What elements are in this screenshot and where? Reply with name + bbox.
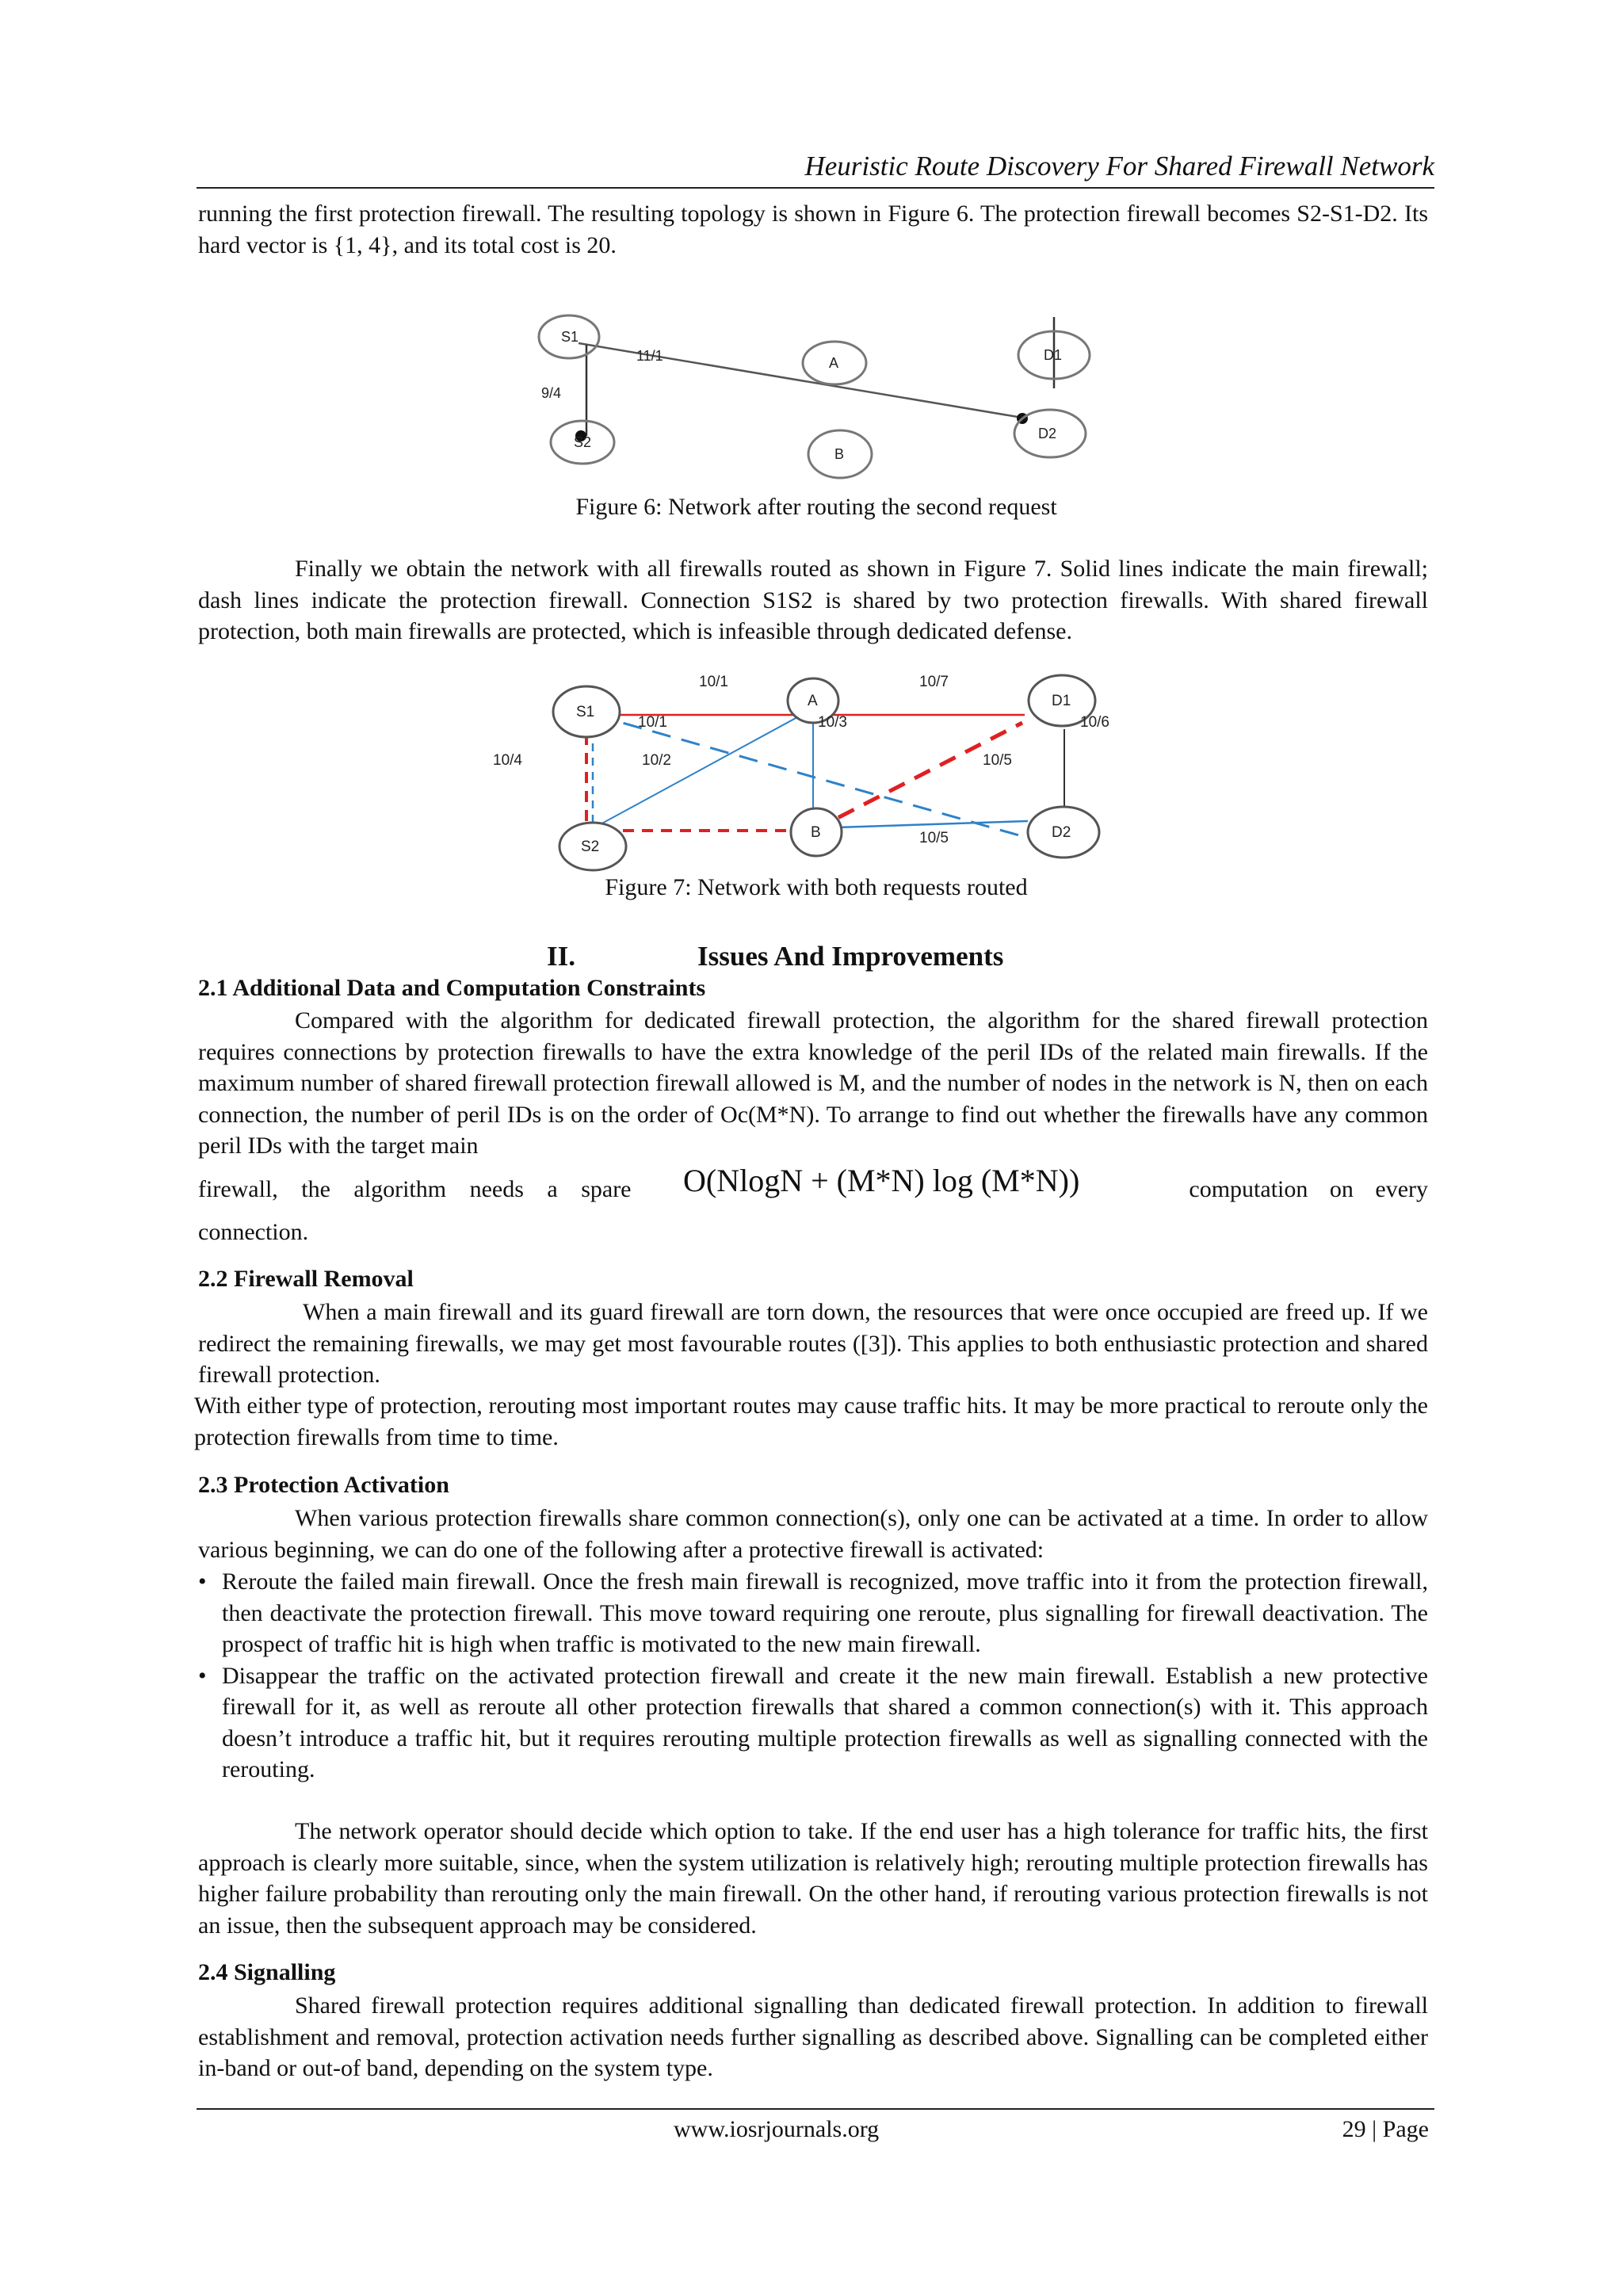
edge-label-s1-d2: 11/1 <box>636 348 663 364</box>
node-d2-label: D2 <box>1038 426 1057 441</box>
edge-label-d1-d2: 10/6 <box>1080 714 1109 731</box>
formula-prefix: firewall, the algorithm needs a spare <box>198 1176 632 1202</box>
figure-6-diagram <box>523 301 1109 491</box>
node-b-label: B <box>811 824 821 841</box>
list-item-text: Reroute the failed main firewall. Once the fresh main firewall is recognized, move traffic into it from the protection firewall, then deactivate the protection firewall. This move toward requiring one reroute, plus signalling for firewall deactivation. The prospect of traffic hit is high when traffic is motivated to the new main firewall. <box>222 1568 1428 1657</box>
figure-7-intro-paragraph: Finally we obtain the network with all firewalls routed as shown in Figure 7. Solid lines indicate the main firewall; dash lines indicate the protection firewall. Connection S1S2 is shared by two protection firewalls. With shared firewall protection, both main firewalls are protected, which is infeasible through dedicated defense. <box>198 556 1428 644</box>
figure-7-caption: Figure 7: Network with both requests routed <box>605 874 1028 900</box>
figure-6-caption: Figure 6: Network after routing the second request <box>575 494 1057 520</box>
node-d1-label: D1 <box>1052 693 1071 709</box>
subsection-2-1-heading: 2.1 Additional Data and Computation Constraints <box>198 975 706 1001</box>
edge-label-s2-a: 10/2 <box>642 752 671 769</box>
list-item <box>198 1660 1428 1786</box>
edge-label-s1-a: 10/1 <box>699 674 728 690</box>
section-title: Issues And Improvements <box>697 941 1004 972</box>
node-s1-label: S1 <box>561 329 579 345</box>
subsection-2-2-heading: 2.2 Firewall Removal <box>198 1266 414 1292</box>
edge-label-b-d2: 10/5 <box>919 830 949 846</box>
running-title: Heuristic Route Discovery For Shared Firewall Network <box>804 151 1434 181</box>
subsection-2-3-heading: 2.3 Protection Activation <box>198 1472 449 1498</box>
list-item-text: Disappear the traffic on the activated protection firewall and create it the new main firewall. Establish a new protective firewall for it, as well as reroute all other protection firewalls that shared a common connection(s) with it. This approach doesn’t introduce a traffic hit, but it requires rerouting multiple protection firewalls as well as signalling connected with the rerouting. <box>222 1662 1428 1782</box>
edge-label-s1-s2: 9/4 <box>541 385 562 401</box>
subsection-2-1-paragraph: Compared with the algorithm for dedicated firewall protection, the algorithm for the shared firewall protection requires connections by protection firewalls to have the extra knowledge of the peril IDs of the related main firewalls. If the maximum number of shared firewall protection firewall allowed is M, and the number of nodes in the network is N, then on each connection, the number of peril IDs is on the order of Oc(M*N). To arrange to find out whether the firewalls have any common peril IDs with the target main <box>198 1007 1428 1159</box>
subsection-2-4-paragraph: Shared firewall protection requires additional signalling than dedicated firewall protection. In addition to firewall establishment and removal, protection activation needs further signalling as described above. Signalling can be completed either in-band or out-of band, depending on the system type. <box>198 1992 1428 2081</box>
figure-7-diagram <box>475 666 1141 872</box>
footer-url: www.iosrjournals.org <box>674 2116 880 2142</box>
bullet-mark: • <box>198 1662 207 1689</box>
edge-label-s1-inner: 10/1 <box>638 714 667 731</box>
node-s2-label: S2 <box>574 434 592 450</box>
intro-paragraph: running the first protection firewall. The resulting topology is shown in Figure 6. The protection firewall becomes S2-S1-D2. Its hard vector is {1, 4}, and its total cost is 20. <box>198 201 1428 258</box>
node-a-label: A <box>829 355 839 371</box>
node-d1-label: D1 <box>1044 347 1063 363</box>
section-number: II. <box>547 941 575 972</box>
subsection-2-4-heading: 2.4 Signalling <box>198 1959 336 1985</box>
subsection-2-3-paragraph: When various protection firewalls share common connection(s), only one can be activated at a time. In order to allow various beginning, we can do one of the following after a protective firewall is activated: <box>198 1505 1428 1563</box>
edge-b-d2-main <box>813 821 1028 828</box>
footer-page-number: 29 | Page <box>1342 2116 1429 2142</box>
complexity-formula: O(NlogN + (M*N) log (M*N)) <box>683 1163 1080 1198</box>
node-b-label: B <box>834 446 845 462</box>
edge-label-a-b: 10/3 <box>818 714 847 731</box>
edge-label-a-d1: 10/7 <box>919 674 949 690</box>
edge-label-s1-s2: 10/4 <box>493 752 522 769</box>
activation-options-list <box>198 1566 1428 1786</box>
edge-b-d1-protection <box>813 723 1022 831</box>
node-s1-label: S1 <box>576 704 595 720</box>
node-s2-label: S2 <box>581 839 600 855</box>
formula-line <box>198 1162 1428 1211</box>
formula-tail: connection. <box>198 1219 309 1245</box>
formula-suffix: computation on every <box>1189 1176 1428 1202</box>
edge-label-b-d1: 10/5 <box>983 752 1012 769</box>
subsection-2-3-closing: The network operator should decide which option to take. If the end user has a high tolerance for traffic hits, the first approach is clearly more suitable, since, when the system utilization is relatively high; rerouting multiple protection firewalls has higher failure probability than rerouting only the main firewall. On the other hand, if rerouting various protection firewalls is not an issue, then the subsequent approach may be considered. <box>198 1818 1428 1939</box>
list-item <box>198 1566 1428 1660</box>
node-d2-label: D2 <box>1052 824 1071 841</box>
footer-rule <box>197 2108 1434 2110</box>
bullet-mark: • <box>198 1568 207 1595</box>
node-a-label: A <box>808 693 818 709</box>
header-rule <box>197 187 1434 189</box>
subsection-2-2-paragraph-2: With either type of protection, rerouting most important routes may cause traffic hits. It may be more practical to reroute only the protection firewalls from time to time. <box>194 1392 1428 1450</box>
subsection-2-2-paragraph-1: When a main firewall and its guard firewall are torn down, the resources that were once occupied are freed up. If we redirect the remaining firewalls, we may get most favourable routes ([3]). This applies to both enthusiastic protection and shared firewall protection. <box>198 1299 1428 1388</box>
